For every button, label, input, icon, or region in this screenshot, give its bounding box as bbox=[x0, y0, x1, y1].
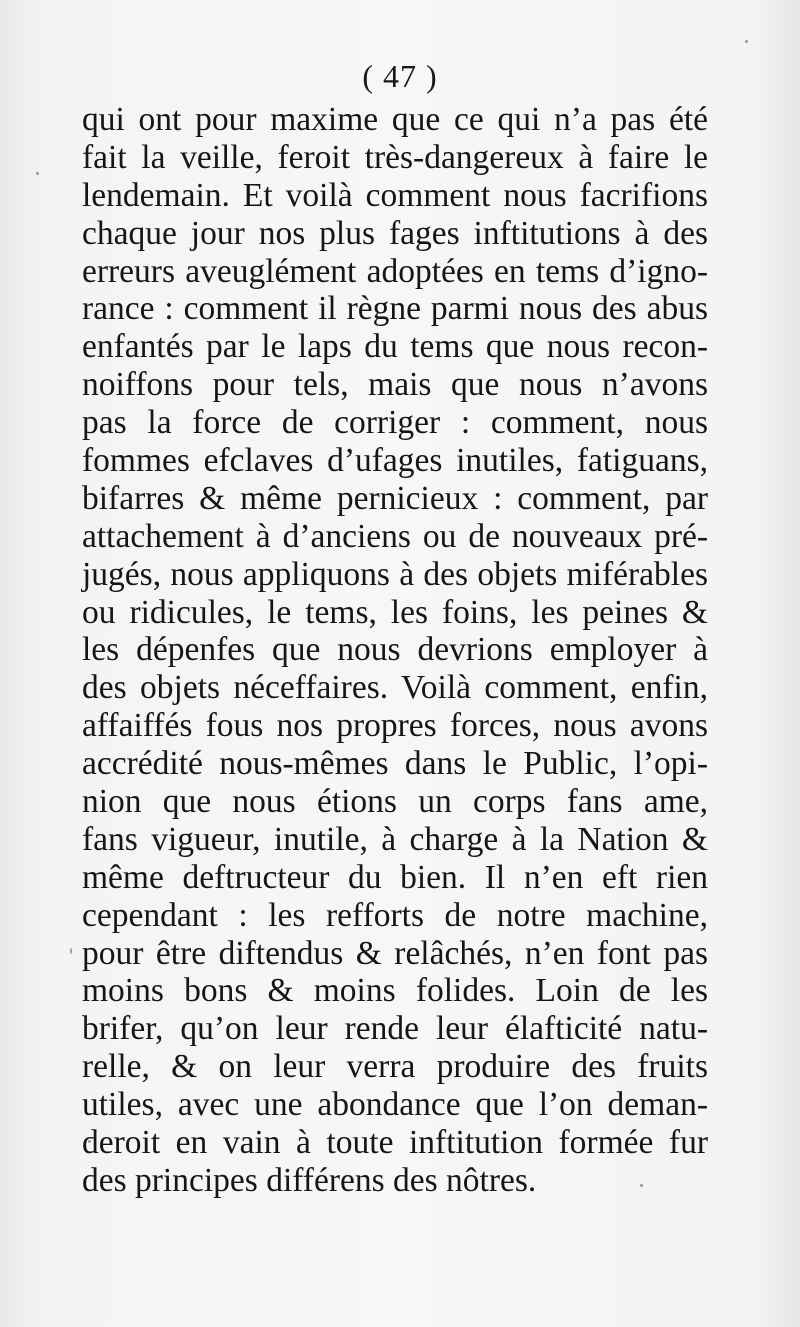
text-line: pas la force de corriger : comment, nous bbox=[82, 404, 708, 442]
paper-speck bbox=[745, 40, 748, 43]
paper-speck bbox=[36, 172, 39, 175]
text-line: lendemain. Et voilà comment nous facrifions bbox=[82, 176, 708, 214]
text-line: accrédité nous-mêmes dans le Public, l’opi- bbox=[82, 745, 708, 783]
body-text bbox=[82, 101, 708, 1200]
text-line: pour être diftendus & relâchés, n’en font pas bbox=[82, 934, 708, 972]
text-line: nion que nous étions un corps fans ame, bbox=[82, 783, 708, 821]
text-line: des principes différens des nôtres. bbox=[82, 1161, 537, 1199]
text-line: cependant : les refforts de notre machine, bbox=[82, 896, 708, 934]
text-line: utiles, avec une abondance que l’on deman- bbox=[82, 1086, 708, 1124]
page-number: ( 47 ) bbox=[362, 58, 438, 94]
text-line: moins bons & moins folides. Loin de les bbox=[82, 972, 708, 1010]
text-line: les dépenfes que nous devrions employer à bbox=[82, 631, 708, 669]
text-line: affaiffés fous nos propres forces, nous avons bbox=[82, 707, 708, 745]
text-line: noiffons pour tels, mais que nous n’avons bbox=[82, 366, 708, 404]
text-line: ou ridicules, le tems, les foins, les peines & bbox=[82, 593, 708, 631]
text-line: chaque jour nos plus fages inftitutions à des bbox=[82, 214, 708, 252]
text-line: rance : comment il règne parmi nous des abus bbox=[82, 290, 708, 328]
text-line: attachement à d’anciens ou de nouveaux pré- bbox=[82, 517, 708, 555]
text-line: relle, & on leur verra produire des fruits bbox=[82, 1048, 708, 1086]
text-line: enfantés par le laps du tems que nous recon- bbox=[82, 328, 708, 366]
text-line: fommes efclaves d’ufages inutiles, fatiguans, bbox=[82, 442, 708, 480]
text-line: erreurs aveuglément adoptées en tems d’igno- bbox=[82, 252, 708, 290]
text-line: fans vigueur, inutile, à charge à la Nation & bbox=[82, 820, 708, 858]
text-line: même deftructeur du bien. Il n’en eft rien bbox=[82, 858, 708, 896]
text-line: qui ont pour maxime que ce qui n’a pas été bbox=[82, 101, 708, 138]
paper-speck bbox=[70, 948, 72, 954]
text-line: des objets néceffaires. Voilà comment, enfin, bbox=[82, 669, 708, 707]
text-line: bifarres & même pernicieux : comment, par bbox=[82, 479, 708, 517]
text-line: jugés, nous appliquons à des objets miférables bbox=[82, 555, 708, 593]
text-line: deroit en vain à toute inftitution formée fur bbox=[82, 1124, 708, 1162]
text-line: brifer, qu’on leur rende leur élafticité natu- bbox=[82, 1010, 708, 1048]
text-line: fait la veille, feroit très-dangereux à faire le bbox=[82, 138, 708, 176]
